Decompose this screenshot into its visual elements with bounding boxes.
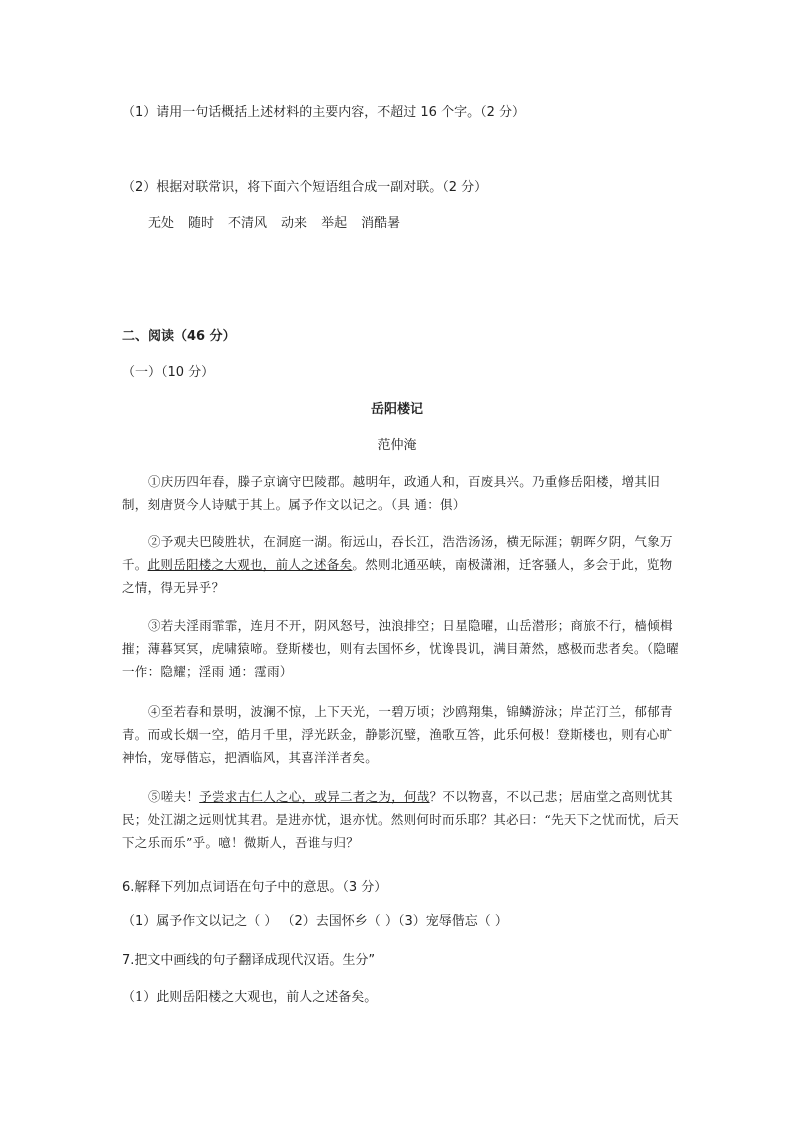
- question-1: （1）请用一句话概括上述材料的主要内容，不超过 16 个字。（2 分）: [122, 105, 525, 120]
- underlined-sentence-1: 此则岳阳楼之大观也，前人之述备矣: [147, 557, 353, 572]
- article-author: 范仲淹: [377, 438, 417, 453]
- question-7: 7.把文中画线的句子翻译成现代汉语。生分”: [122, 953, 376, 968]
- paragraph-4: ④至若春和景明，波澜不惊，上下天光，一碧万顷；沙鸥翔集，锦鳞游泳；岸芷汀兰，郁郁青青。而或长烟一空，皓月千里，浮光跃金，静影沉璧，渔歌互答，此乐何极！登斯楼也，则有心旷神怡，宠辱偕忘，把酒临风，其喜洋洋者矣。: [122, 704, 673, 765]
- paragraph-2: ②予观夫巴陵胜状，在洞庭一湖。衔远山，吞长江，浩浩汤汤，横无际涯；朝晖夕阴，气象万千。此则岳阳楼之大观也，前人之述备矣。然则北通巫峡，南极潇湘，迁客骚人，多会于此，览物之情，得无异乎？: [122, 534, 673, 595]
- paragraph-1: ①庆历四年春，滕子京谪守巴陵郡。越明年，政通人和，百废具兴。乃重修岳阳楼，增其旧制，刻唐贤今人诗赋于其上。属予作文以记之。（具 通：俱）: [122, 474, 661, 512]
- phrase: 举起: [321, 216, 348, 231]
- question-2: （2）根据对联常识，将下面六个短语组合成一副对联。（2 分）: [122, 180, 488, 195]
- paragraph-5: ⑤嗟夫！予尝求古仁人之心，或异二者之为，何哉？不以物喜，不以己悲；居庙堂之高则忧其民；处江湖之远则忧其君。是进亦忧，退亦忧。然则何时而乐耶？其必曰：“先天下之忧而忧，后天下之乐而乐”乎。噫！微斯人，吾谁与归？: [122, 789, 680, 850]
- phrase: 消酷暑: [361, 216, 401, 231]
- phrase: 不清风: [228, 216, 268, 231]
- phrase-list: [148, 212, 400, 231]
- phrase: 动来: [281, 216, 308, 231]
- phrase: 随时: [188, 216, 215, 231]
- phrase: 无处: [148, 216, 175, 231]
- section-title: 二、阅读（46 分）: [122, 329, 236, 344]
- paragraph-3: ③若夫淫雨霏霏，连月不开，阴风怒号，浊浪排空；日星隐曜，山岳潜形；商旅不行，樯倾楫摧；薄暮冥冥，虎啸猿啼。登斯楼也，则有去国怀乡，忧谗畏讥，满目萧然，感极而悲者矣。（隐曜 一作：隐耀；淫雨 通：霪雨）: [122, 618, 679, 679]
- question-7-part-1: （1）此则岳阳楼之大观也，前人之述备矣。: [122, 990, 378, 1005]
- subsection-title: （一）（10 分）: [122, 365, 215, 380]
- question-6: 6.解释下列加点词语在句子中的意思。（3 分）: [122, 880, 388, 895]
- question-6-items: （1）属予作文以记之（ ） （2）去国怀乡（ ）（3）宠辱偕忘（ ）: [122, 914, 508, 929]
- underlined-sentence-2: 予尝求古仁人之心，或异二者之为，何哉: [199, 789, 430, 804]
- article-title: 岳阳楼记: [370, 402, 423, 417]
